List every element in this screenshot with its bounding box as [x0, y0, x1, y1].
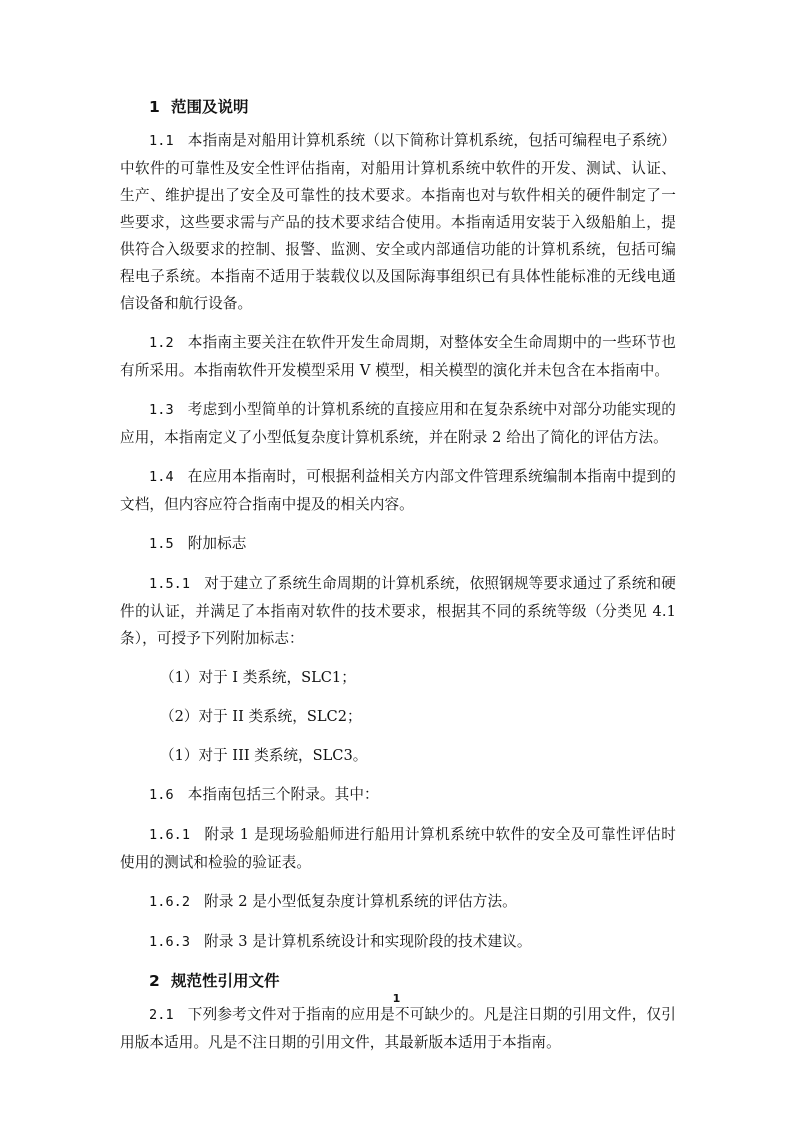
clause-number: 1.6	[149, 787, 174, 803]
clause-number: 1.6.3	[149, 934, 191, 950]
paragraph-2-1	[120, 1001, 676, 1056]
clause-text: 考虑到小型简单的计算机系统的直接应用和在复杂系统中对部分功能实现的应用，本指南定义了小型低复杂度计算机系统，并在附录 2 给出了简化的评估方法。	[120, 401, 676, 446]
clause-number: 1.3	[149, 402, 174, 418]
paragraph-1-5-1	[120, 570, 676, 652]
clause-number: 1.5.1	[149, 576, 191, 592]
clause-number: 1.2	[149, 335, 174, 351]
list-item: （1）对于 III 类系统，SLC3。	[160, 747, 368, 764]
clause-text: 附加标志	[187, 535, 247, 552]
paragraph-1-1	[120, 127, 676, 317]
clause-text: 本指南是对船用计算机系统（以下简称计算机系统，包括可编程电子系统）中软件的可靠性及安全性评估指南，对船用计算机系统中软件的开发、测试、认证、生产、维护提出了安全及可靠性的技术要求。本指南也对与软件相关的硬件制定了一些要求，这些要求需与产品的技术要求结合使用。本指南适用安装于入级船舶上，提供符合入级要求的控制、报警、监测、安全或内部通信功能的计算机系统，包括可编程电子系统。本指南不适用于装载仪以及国际海事组织已有具体性能标准的无线电通信设备和航行设备。	[120, 132, 676, 312]
section-heading-2	[120, 968, 676, 995]
clause-text: 附录 1 是现场验船师进行船用计算机系统中软件的安全及可靠性评估时使用的测试和检验的验证表。	[120, 826, 676, 871]
paragraph-1-6-2	[120, 888, 676, 916]
clause-text: 本指南主要关注在软件开发生命周期，对整体安全生命周期中的一些环节也有所采用。本指南软件开发模型采用 V 模型，相关模型的演化并未包含在本指南中。	[120, 334, 676, 379]
clause-number: 1.4	[149, 469, 174, 485]
page-number: 1	[392, 992, 401, 1005]
clause-text: 本指南包括三个附录。其中：	[187, 786, 379, 803]
section-title: 范围及说明	[171, 98, 249, 116]
paragraph-1-6-3	[120, 928, 676, 956]
section-number: 2	[149, 972, 160, 990]
paragraph-1-6	[120, 781, 676, 809]
list-item: （2）对于 II 类系统，SLC2；	[160, 708, 362, 725]
clause-text: 对于建立了系统生命周期的计算机系统，依照钢规等要求通过了系统和硬件的认证，并满足了本指南对软件的技术要求，根据其不同的系统等级（分类见 4.1 条），可授予下列附加标志：	[120, 575, 676, 647]
section-title: 规范性引用文件	[171, 972, 280, 990]
clause-text: 附录 2 是小型低复杂度计算机系统的评估方法。	[204, 893, 517, 910]
paragraph-1-3	[120, 396, 676, 451]
section-number: 1	[149, 98, 160, 116]
clause-text: 下列参考文件对于指南的应用是不可缺少的。凡是注日期的引用文件，仅引用版本适用。凡是不注日期的引用文件，其最新版本适用于本指南。	[120, 1006, 676, 1051]
list-item: （1）对于 I 类系统，SLC1；	[160, 669, 356, 686]
clause-number: 1.5	[149, 536, 174, 552]
paragraph-1-2	[120, 329, 676, 384]
clause-number: 1.6.2	[149, 894, 191, 910]
clause-number: 1.1	[149, 133, 174, 149]
document-body	[120, 94, 676, 1068]
clause-number: 1.6.1	[149, 827, 191, 843]
paragraph-1-4	[120, 463, 676, 518]
paragraph-1-5	[120, 530, 676, 558]
section-heading-1	[120, 94, 676, 121]
clause-text: 附录 3 是计算机系统设计和实现阶段的技术建议。	[204, 933, 532, 950]
clause-number: 2.1	[149, 1007, 174, 1023]
paragraph-1-6-1	[120, 821, 676, 876]
clause-text: 在应用本指南时，可根据利益相关方内部文件管理系统编制本指南中提到的文档，但内容应符合指南中提及的相关内容。	[120, 468, 676, 513]
